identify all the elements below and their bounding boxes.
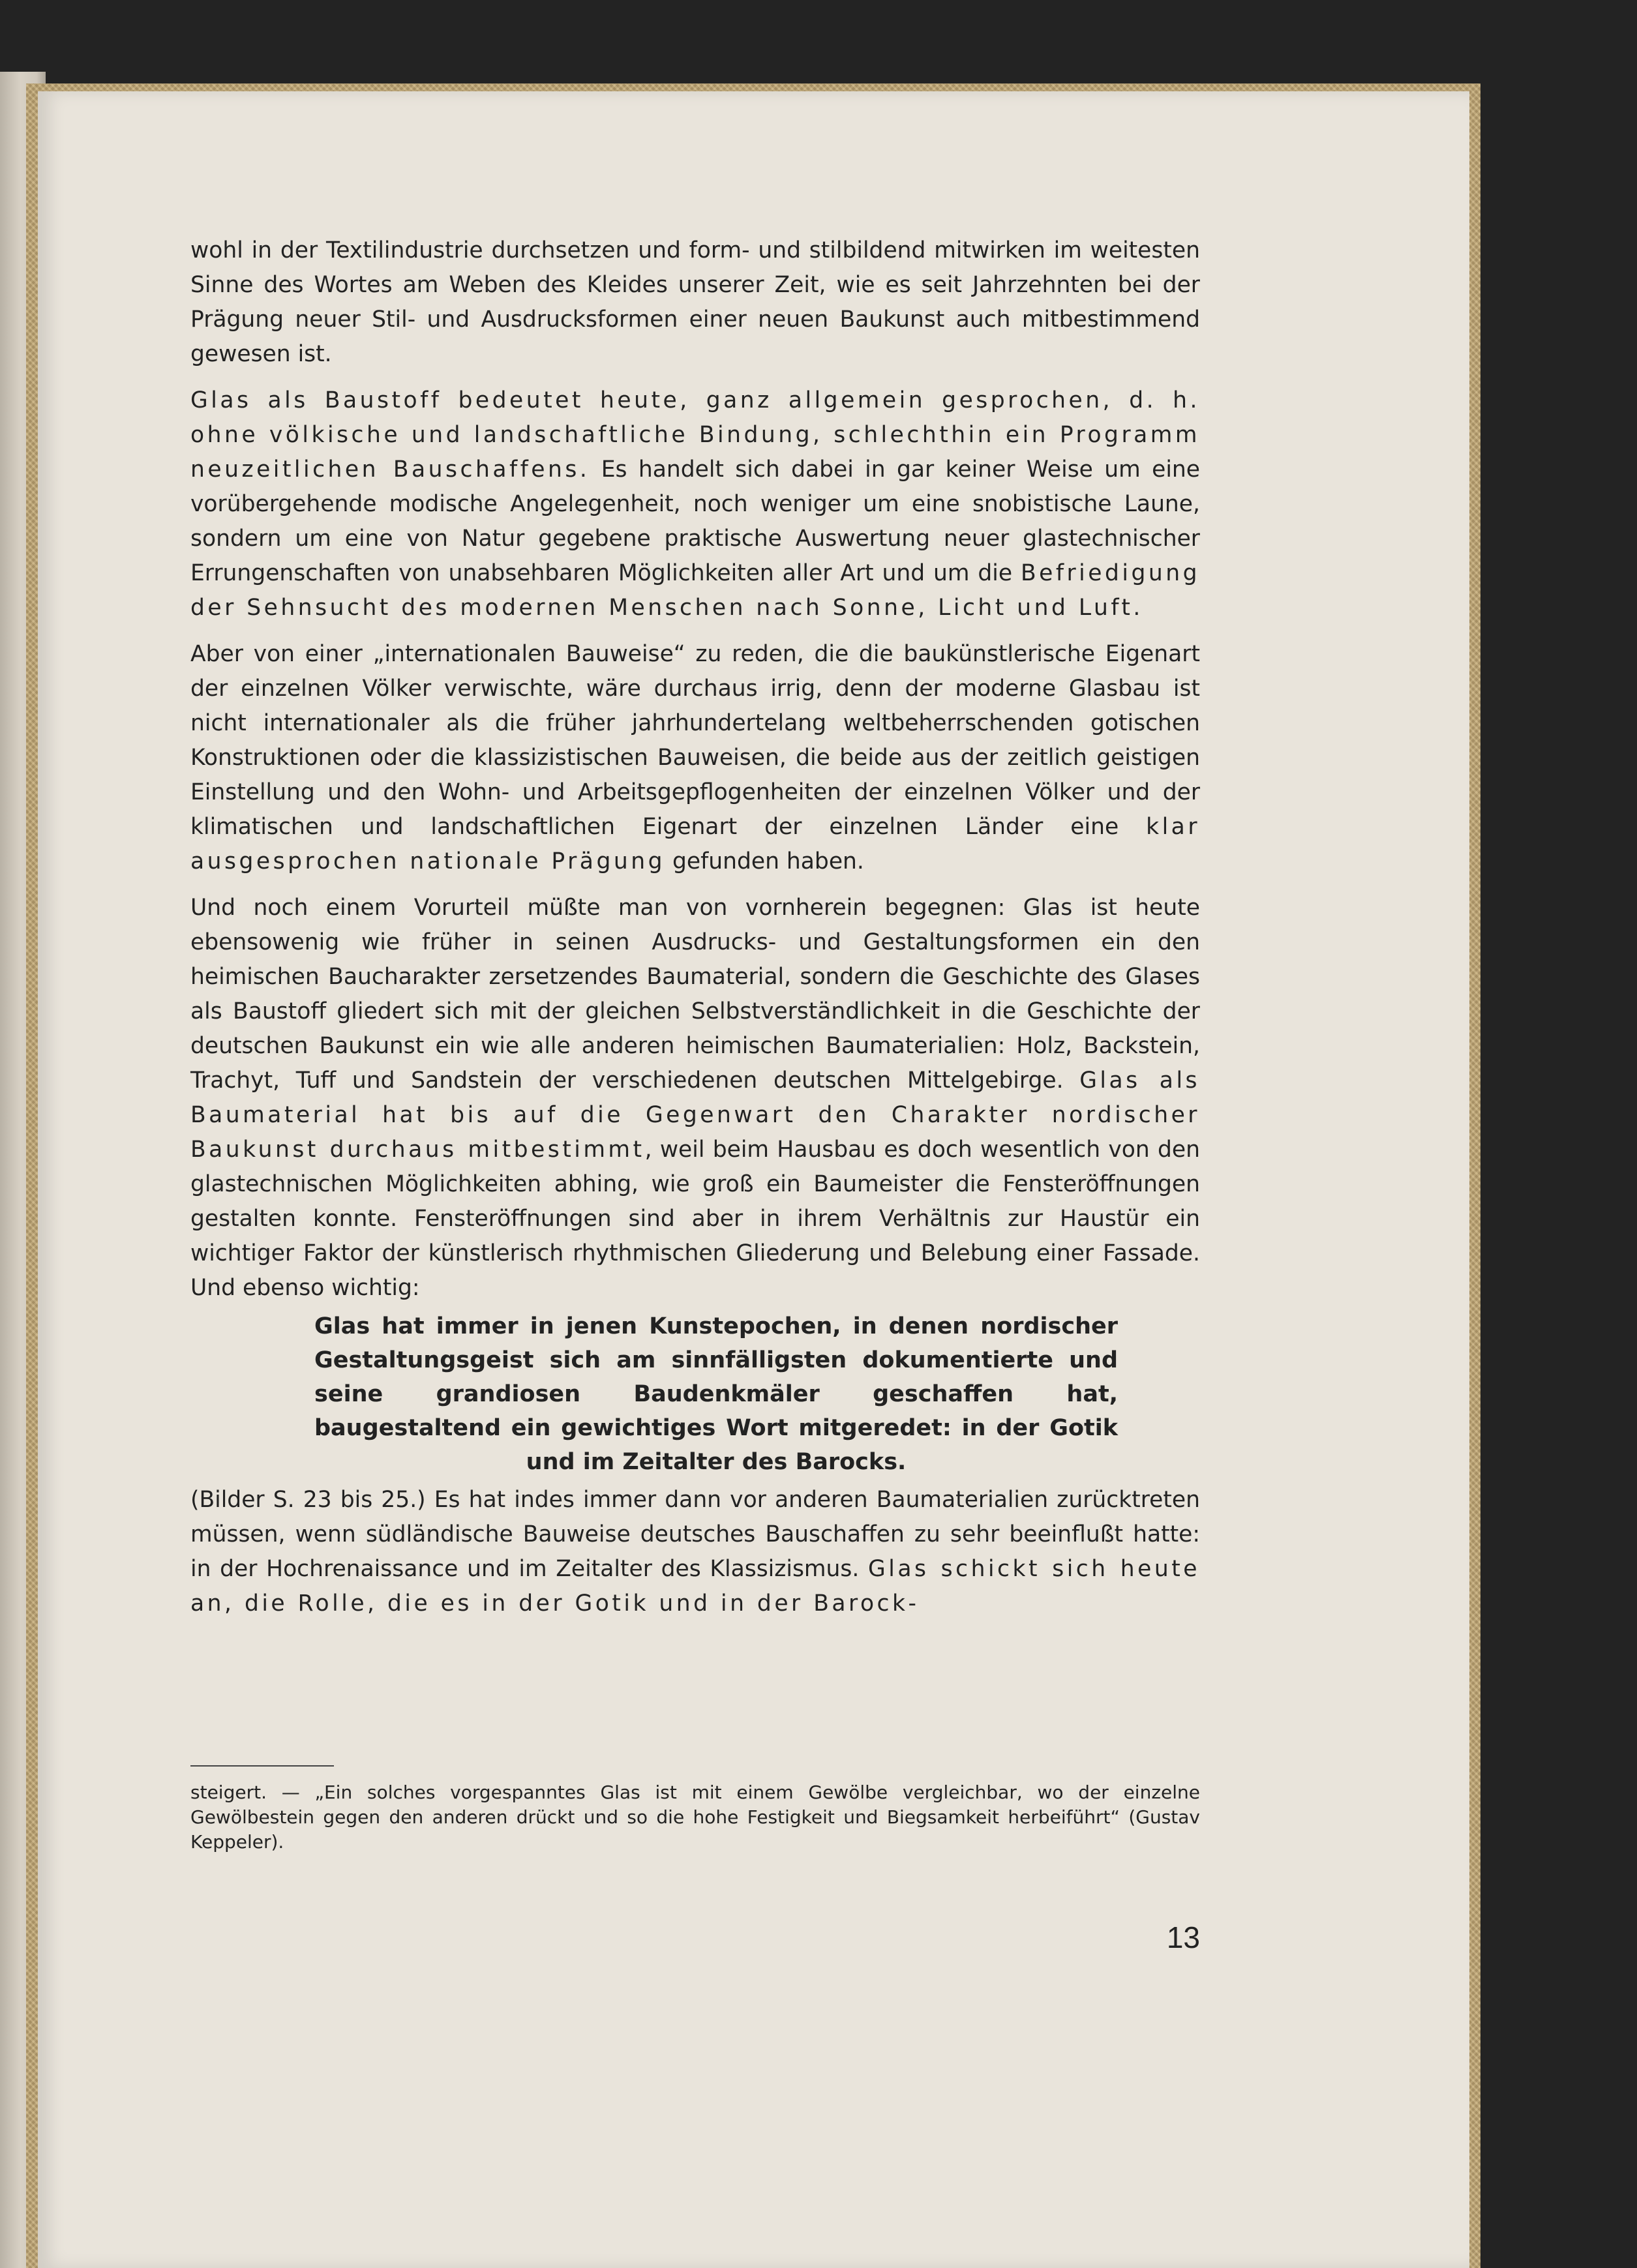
main-text xyxy=(190,233,1200,1621)
paragraph-2 xyxy=(190,383,1200,625)
paragraph-3 xyxy=(190,637,1200,879)
paragraph-4-end: , weil beim Hausbau es doch wesentlich von den glastechnischen Möglichkeiten abhing, wie groß ein Baumeister die Fensteröffnungen gestalten konnte. Fensteröffnungen sind aber in ihrem Verhältnis zur Haustür ein wichtiger Faktor der künstlerisch rhythmischen Gliederung und Belebung einer Fassade. Und ebenso wichtig: xyxy=(190,1137,1200,1301)
paragraph-2-spaced-1: Glas als Baustoff bedeutet heute, ganz allgemein gesprochen, d. h. ohne völkische und landschaftliche Bindung, schlechthin ein Programm neuzeitlichen Bauschaffens. xyxy=(190,387,1200,483)
footnote-divider xyxy=(190,1765,334,1767)
closing-paragraph-text: (Bilder S. 23 bis 25.) Es hat indes immer dann vor anderen Baumaterialien zurücktreten müssen, wenn südländische Bauweise deutsches Bauschaffen zu sehr beeinflußt hatte: in der Hochrenaissance und im Zeitalter des Klassizismus. xyxy=(190,1487,1200,1582)
paragraph-4 xyxy=(190,891,1200,1306)
paragraph-3-spaced: klar ausgesprochen nationale Prägung xyxy=(190,814,1200,874)
paragraph-4-spaced: Glas als Baumaterial hat bis auf die Gegenwart den Charakter nordischer Baukunst durchaus mitbestimmt xyxy=(190,1067,1201,1163)
footnote: steigert. — „Ein solches vorgespanntes Glas ist mit einem Gewölbe vergleichbar, wo der einzelne Gewölbestein gegen den anderen drückt und so die hohe Festigkeit und Biegsamkeit herbeiführt“ (Gustav Keppeler). xyxy=(190,1782,1200,1853)
closing-paragraph xyxy=(190,1483,1200,1621)
page-number: 13 xyxy=(1166,1920,1200,1954)
paragraph-4-text: Und noch einem Vorurteil müßte man von vornherein begegnen: Glas ist heute ebensowenig wie früher in seinen Ausdrucks- und Gestaltungsformen ein den heimischen Baucharakter zersetzendes Baumaterial, sondern die Geschichte des Glases als Baustoff gliedert sich mit der gleichen Selbstverständlichkeit in die Geschichte der deutschen Baukunst ein wie alle anderen heimischen Baumaterialien: Holz, Backstein, Trachyt, Tuff und Sandstein der verschiedenen deutschen Mittelgebirge. xyxy=(190,895,1200,1094)
paragraph-1-text: wohl in der Textilindustrie durchsetzen und form- und stilbildend mitwirken im weitesten Sinne des Wortes am Weben des Kleides unserer Zeit, wie es seit Jahrzehnten bei der Prägung neuer Stil- und Ausdrucksformen einer neuen Baukunst auch mitbestimmend gewesen ist. xyxy=(190,237,1200,367)
highlighted-quote: Glas hat immer in jenen Kunstepochen, in denen nordischer Gestaltungsgeist sich am sinnfälligsten dokumentierte und seine grandiosen Baudenkmäler geschaffen hat, baugestaltend ein gewichtiges Wort mitgeredet: in der Gotik und im Zeitalter des Barocks. xyxy=(314,1313,1118,1475)
paragraph-2-text: Es handelt sich dabei in gar keiner Weise um eine vorübergehende modische Angelegenheit, noch weniger um eine snobistische Laune, sondern um eine von Natur gegebene praktische Auswertung neuer glastechnischer Errungenschaften von unabsehbaren Möglichkeiten aller Art und um die xyxy=(190,456,1201,586)
paragraph-2-spaced-2: Befriedigung der Sehnsucht des modernen Menschen nach Sonne, Licht und Luft. xyxy=(190,560,1200,621)
paragraph-1 xyxy=(190,233,1200,372)
closing-paragraph-spaced: Glas schickt sich heute an, die Rolle, die es in der Gotik und in der Barock- xyxy=(190,1556,1201,1617)
paragraph-3-end: gefunden haben. xyxy=(665,848,864,874)
paragraph-3-text: Aber von einer „internationalen Bauweise“ zu reden, die die baukünstlerische Eigenart der einzelnen Völker verwischte, wäre durchaus irrig, denn der moderne Glasbau ist nicht internationaler als die früher jahrhundertelang weltbeherrschenden gotischen Konstruktionen oder die klassizistischen Bauweisen, die beide aus der zeitlich geistigen Einstellung und den Wohn- und Arbeitsgepflogenheiten der einzelnen Völker und der klimatischen und landschaftlichen Eigenart der einzelnen Länder eine xyxy=(190,641,1200,840)
